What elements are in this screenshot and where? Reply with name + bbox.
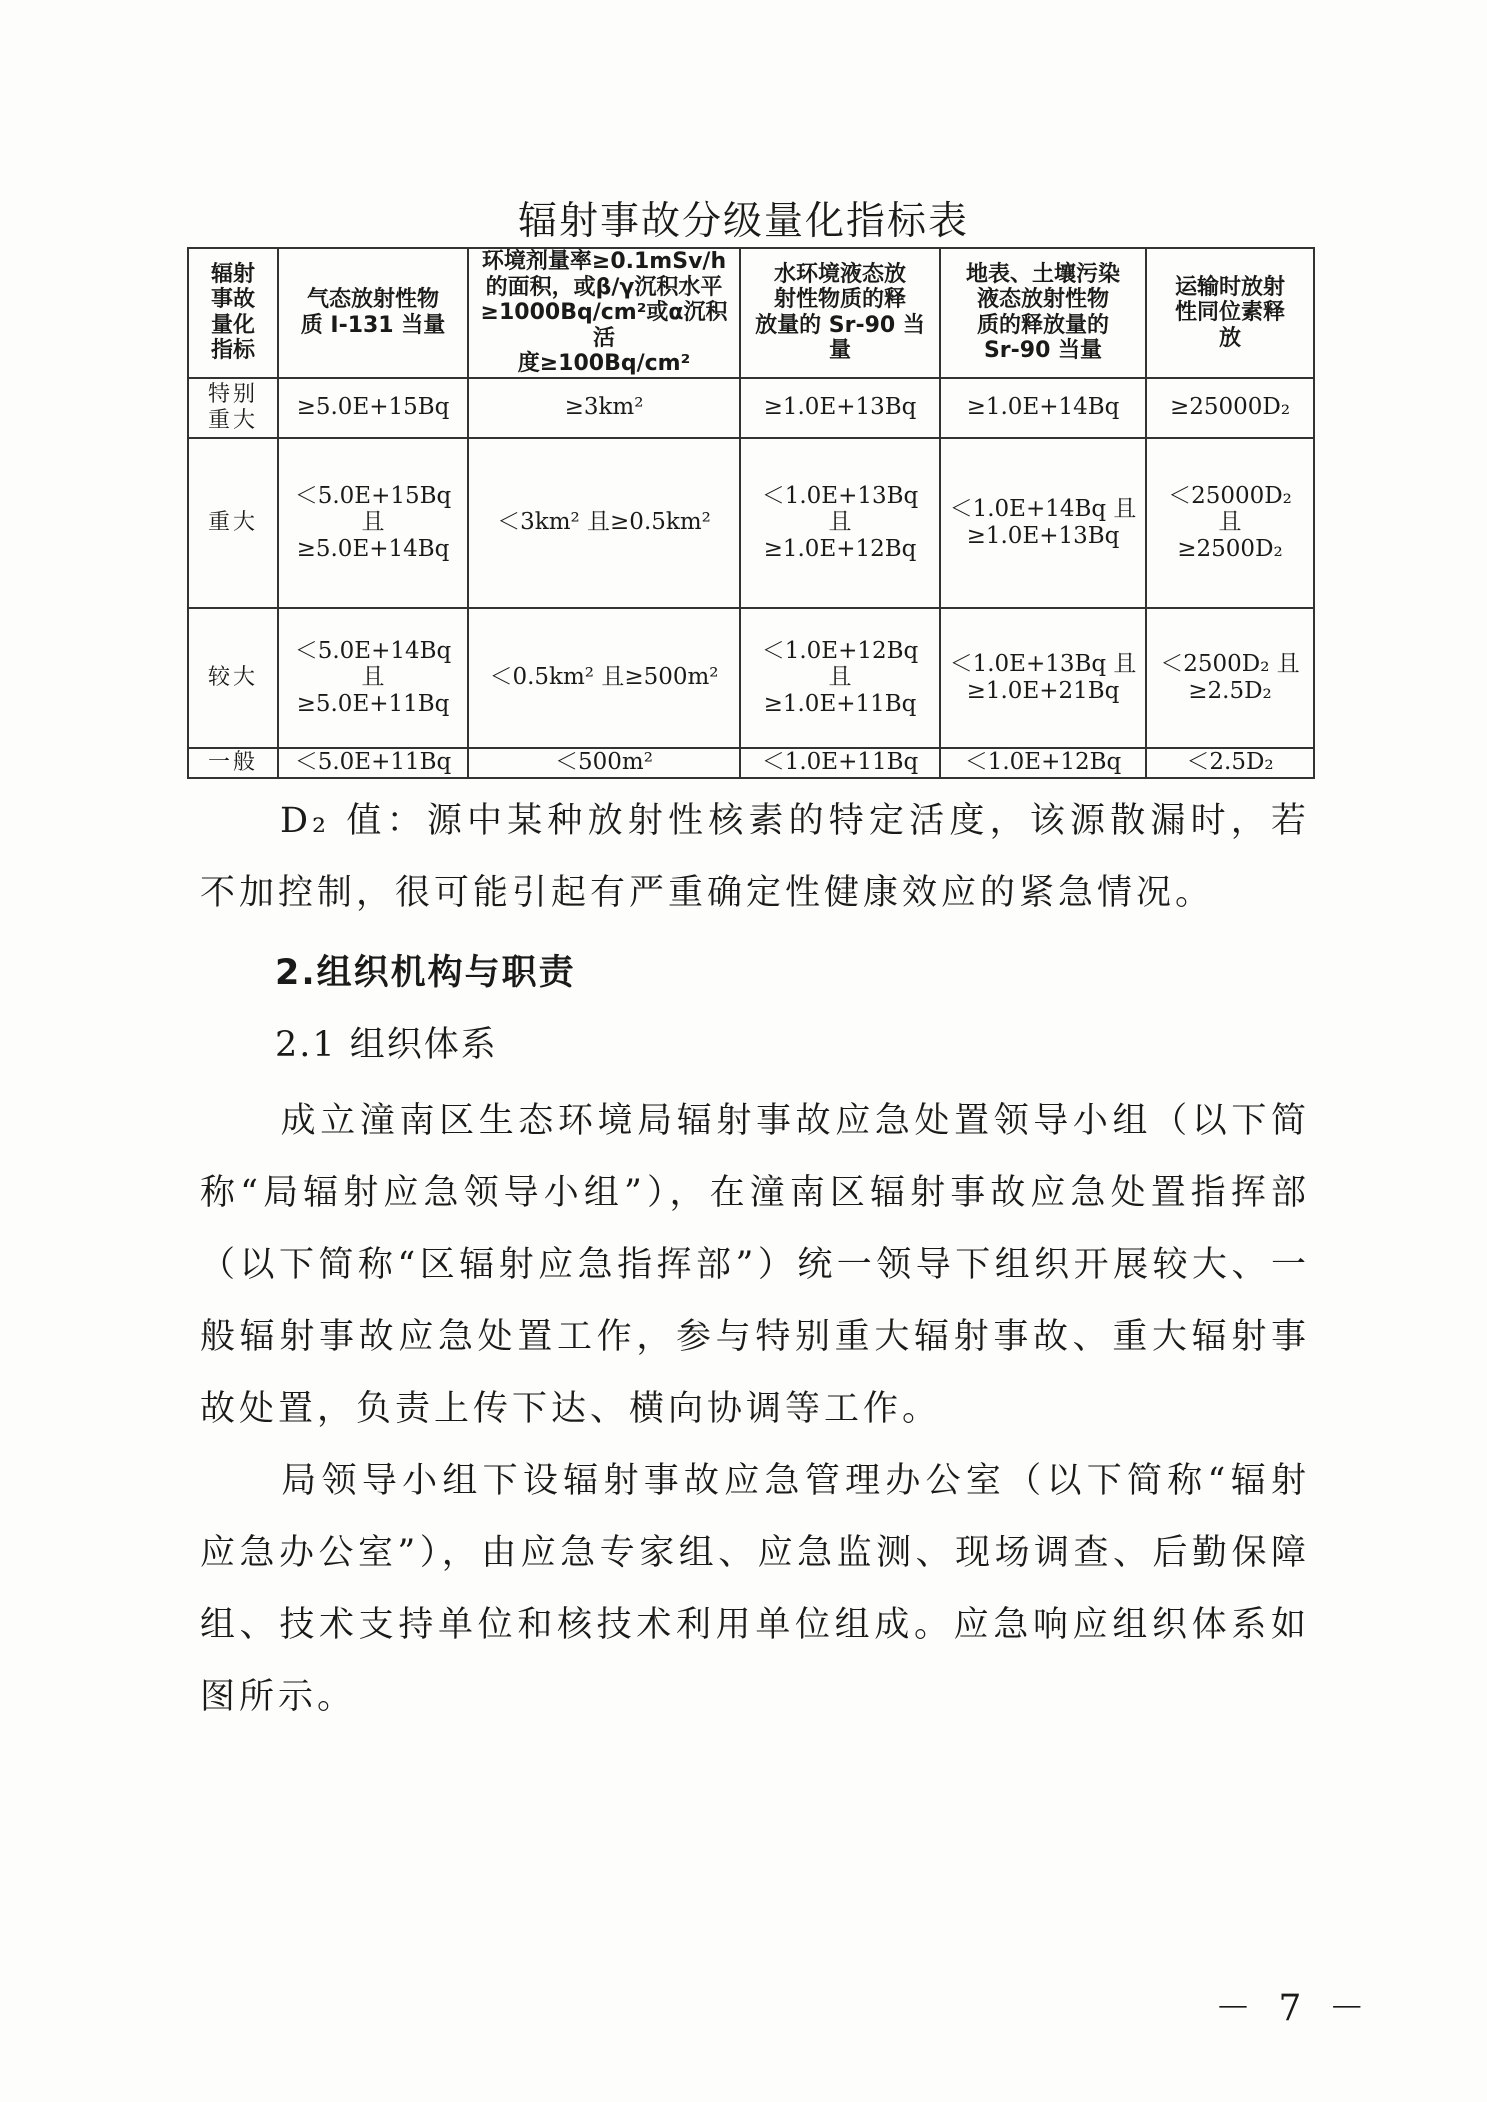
table-cell: ≥1.0E+14Bq [940,378,1146,438]
subsection-heading: 2.1 组织体系 [275,1025,498,1065]
table-cell: ＜0.5km² 且≥500m² [468,608,740,748]
header-cell: 环境剂量率≥0.1mSv/h 的面积，或β/γ沉积水平 ≥1000Bq/cm²或α沉积活 度≥100Bq/cm² [468,248,740,378]
table-cell: ＜1.0E+13Bq 且 ≥1.0E+12Bq [740,438,940,608]
table-row [188,438,1314,608]
table-cell: ＜1.0E+12Bq 且 ≥1.0E+11Bq [740,608,940,748]
table-cell: ＜1.0E+11Bq [740,748,940,778]
table-cell: ＜5.0E+11Bq [278,748,468,778]
table-row [188,378,1314,438]
level-cell: 一般 [188,748,278,778]
header-cell: 辐射 事故 量化 指标 [188,248,278,378]
table-cell: ≥25000D₂ [1146,378,1314,438]
table-title: 辐射事故分级量化指标表 [517,199,969,244]
level-cell: 较大 [188,608,278,748]
table-cell: ≥1.0E+13Bq [740,378,940,438]
table-cell: ＜25000D₂ 且 ≥2500D₂ [1146,438,1314,608]
header-cell: 水环境液态放 射性物质的释 放量的 Sr-90 当 量 [740,248,940,378]
table-cell: ＜1.0E+14Bq 且 ≥1.0E+13Bq [940,438,1146,608]
table-cell: ＜3km² 且≥0.5km² [468,438,740,608]
table-header-row [188,248,1314,378]
header-cell: 运输时放射 性同位素释 放 [1146,248,1314,378]
body-paragraph: 局领导小组下设辐射事故应急管理办公室（以下简称“辐射应急办公室”），由应急专家组、应急监测、现场调查、后勤保障组、技术支持单位和核技术利用单位组成。应急响应组织体系如图所示。 [200,1461,1310,1717]
d2-note: D₂ 值：源中某种放射性核素的特定活度，该源散漏时，若不加控制，很可能引起有严重确定性健康效应的紧急情况。 [200,801,1310,913]
table-cell: ＜2500D₂ 且 ≥2.5D₂ [1146,608,1314,748]
table-row [188,748,1314,778]
table-row [188,608,1314,748]
classification-table [187,247,1315,779]
page-number: － 7 － [1215,1988,1373,2029]
table-cell: ≥3km² [468,378,740,438]
table-cell: ＜1.0E+13Bq 且 ≥1.0E+21Bq [940,608,1146,748]
table-cell: ＜1.0E+12Bq [940,748,1146,778]
header-cell: 气态放射性物 质 I-131 当量 [278,248,468,378]
table-cell: ≥5.0E+15Bq [278,378,468,438]
section-heading: 2.组织机构与职责 [275,953,576,993]
header-cell: 地表、土壤污染 液态放射性物 质的释放量的 Sr-90 当量 [940,248,1146,378]
level-cell: 重大 [188,438,278,608]
table-cell: ＜5.0E+15Bq 且 ≥5.0E+14Bq [278,438,468,608]
table-cell: ＜5.0E+14Bq 且 ≥5.0E+11Bq [278,608,468,748]
table-cell: ＜2.5D₂ [1146,748,1314,778]
body-paragraph: 成立潼南区生态环境局辐射事故应急处置领导小组（以下简称“局辐射应急领导小组”），在潼南区辐射事故应急处置指挥部（以下简称“区辐射应急指挥部”）统一领导下组织开展较大、一般辐射事故应急处置工作，参与特别重大辐射事故、重大辐射事故处置，负责上传下达、横向协调等工作。 [200,1101,1310,1429]
table-cell: ＜500m² [468,748,740,778]
level-cell: 特别 重大 [188,378,278,438]
